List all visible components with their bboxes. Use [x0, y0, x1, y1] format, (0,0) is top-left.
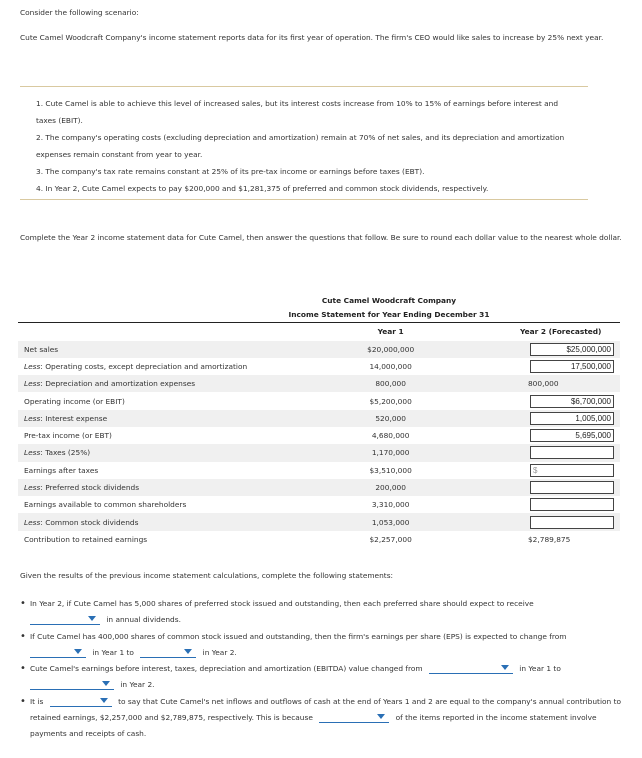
assumption-item: [36, 129, 566, 163]
year2-cell: [458, 358, 620, 375]
year1-value: 800,000: [323, 375, 458, 392]
year2-input[interactable]: [530, 516, 614, 529]
statement-text: Cute Camel's earnings before interest, taxes, depreciation and amortization (EBITDA) value changed from: [30, 664, 423, 674]
row-label: [18, 392, 323, 409]
statement-text: to say that Cute Camel's net inflows and outflows of cash at the end of Years 1 and 2 are equal to the company's annual contribution to retained earnings, $2,257,000 and $2,789,875, respectively. This is because: [30, 696, 621, 723]
year2-input[interactable]: [530, 446, 614, 459]
year2-cell: [458, 496, 620, 513]
table-row: [18, 531, 620, 548]
row-label-text: : Taxes (25%): [40, 448, 91, 458]
less-prefix: Less: [24, 517, 41, 527]
row-label: [18, 444, 323, 461]
year1-value: $3,510,000: [369, 465, 412, 475]
statement-eps: [20, 629, 630, 662]
row-label: [18, 479, 323, 496]
statement-preferred-dividend: [20, 596, 630, 629]
row-label: [18, 531, 323, 548]
table-row: [18, 513, 620, 530]
income-statement-table: [18, 322, 620, 548]
items-quantity-dropdown[interactable]: [319, 713, 389, 723]
row-label: [18, 496, 323, 513]
year2-cell: [458, 479, 620, 496]
intro-text: Consider the following scenario:: [20, 8, 139, 17]
assumption-item: [36, 180, 566, 197]
row-label-text: : Operating costs, except depreciation and amortization: [40, 361, 248, 371]
row-label: [18, 341, 323, 358]
row-label: [18, 375, 323, 392]
assumptions-box: [20, 86, 588, 200]
less-prefix: Less: [24, 483, 41, 493]
year2-cell: [458, 444, 620, 461]
statement-text: It is: [30, 696, 44, 706]
year2-input[interactable]: 1,005,000: [530, 412, 614, 425]
statement-cash-flow: [20, 694, 630, 743]
correctness-dropdown[interactable]: [50, 697, 112, 707]
year2-input[interactable]: 17,500,000: [530, 360, 614, 373]
year1-value: 3,310,000: [371, 500, 410, 510]
year1-value: $5,200,000: [369, 396, 412, 406]
row-label-text: : Interest expense: [40, 413, 108, 423]
table-row: [18, 496, 620, 513]
col-year2: Year 2 (Forecasted): [519, 327, 602, 337]
less-prefix: Less: [24, 379, 41, 389]
statement-ebitda: [20, 661, 630, 694]
year2-cell: [458, 341, 620, 358]
table-row: [18, 341, 620, 358]
year2-cell: [458, 462, 620, 479]
year1-value: 1,170,000: [323, 444, 458, 461]
year2-cell: [458, 375, 620, 392]
less-prefix: Less: [24, 448, 41, 458]
statements-list: [20, 596, 630, 743]
year1-value: $2,257,000: [369, 534, 412, 544]
statement-text: in Year 2.: [202, 647, 237, 657]
table-row: [18, 444, 620, 461]
row-label-text: Contribution to retained earnings: [24, 534, 148, 544]
statement-text: in Year 1 to: [519, 664, 561, 674]
year2-input[interactable]: $6,700,000: [530, 395, 614, 408]
dropdown-arrow-icon: [501, 665, 509, 670]
table-row: [18, 479, 620, 496]
year1-value: 1,053,000: [323, 513, 458, 530]
year2-input[interactable]: 5,695,000: [530, 429, 614, 442]
dropdown-arrow-icon: [74, 649, 82, 654]
statement-text: If Cute Camel has 400,000 shares of common stock issued and outstanding, then the firm's earnings per share (EPS) is expected to change from: [30, 631, 567, 641]
assumption-text: Cute Camel is able to achieve this level of increased sales, but its interest costs increase from 10% to 15% of earnings before interest and taxes (EBIT).: [36, 99, 559, 125]
table-row: [18, 410, 620, 427]
dropdown-arrow-icon: [377, 714, 385, 719]
statements-intro: Given the results of the previous income statement calculations, complete the following statements:: [20, 571, 394, 580]
table-row: [18, 392, 620, 409]
dropdown-arrow-icon: [88, 616, 96, 621]
year2-cell: [458, 427, 620, 444]
row-label: [18, 513, 323, 530]
row-label-text: Operating income (or EBIT): [24, 396, 125, 406]
year2-cell: [458, 410, 620, 427]
dropdown-arrow-icon: [102, 681, 110, 686]
row-label-text: : Common stock dividends: [40, 517, 139, 527]
year2-cell: [458, 531, 620, 548]
year2-cell: [458, 392, 620, 409]
assumption-text: The company's operating costs (excluding depreciation and amortization) remain at 70% of net sales, and its depreciation and amortization expenses remain constant from year to year.: [36, 133, 565, 159]
year1-value: $20,000,000: [323, 341, 458, 358]
scenario-text: Cute Camel Woodcraft Company's income statement reports data for its first year of operation. The firm's CEO would like sales to increase by 25% next year.: [20, 33, 604, 42]
year2-input[interactable]: [530, 498, 614, 511]
year1-value: 14,000,000: [369, 361, 412, 371]
table-row: [18, 358, 620, 375]
row-label: [18, 462, 323, 479]
statement-text: in Year 2.: [120, 680, 155, 690]
statement-title: Income Statement for Year Ending December 31: [288, 310, 490, 319]
assumption-text: The company's tax rate remains constant at 25% of its pre-tax income or earnings before taxes (EBT).: [45, 167, 425, 176]
row-label: [18, 358, 323, 375]
assumption-item: [36, 95, 566, 129]
assumption-text: In Year 2, Cute Camel expects to pay $200,000 and $1,281,375 of preferred and common stock dividends, respectively.: [45, 184, 489, 193]
year1-value: 520,000: [323, 410, 458, 427]
row-label: [18, 410, 323, 427]
preferred-dividend-dropdown[interactable]: [30, 615, 100, 625]
year1-value: 200,000: [323, 479, 458, 496]
year2-value: 800,000: [527, 379, 559, 389]
eps-year2-dropdown[interactable]: [140, 648, 196, 658]
table-row: [18, 427, 620, 444]
instructions-text: Complete the Year 2 income statement data for Cute Camel, then answer the questions that follow. Be sure to round each dollar value to the nearest whole dollar.: [20, 233, 622, 242]
year2-input[interactable]: [530, 481, 614, 494]
row-label-text: : Preferred stock dividends: [40, 483, 140, 493]
eps-year1-dropdown[interactable]: [30, 648, 86, 658]
row-label-text: Earnings available to common shareholders: [24, 500, 187, 510]
company-name: Cute Camel Woodcraft Company: [321, 296, 457, 305]
dropdown-arrow-icon: [184, 649, 192, 654]
statement-text: In Year 2, if Cute Camel has 5,000 shares of preferred stock issued and outstanding, then each preferred share should expect to receive: [30, 599, 534, 608]
less-prefix: Less: [24, 413, 41, 423]
table-row: [18, 462, 620, 479]
statement-text: in annual dividends.: [106, 615, 181, 625]
row-label: [18, 427, 323, 444]
ebitda-year2-dropdown[interactable]: [30, 680, 114, 690]
row-label-text: Earnings after taxes: [24, 465, 99, 475]
row-label-text: Pre-tax income (or EBT): [24, 431, 112, 441]
year2-input[interactable]: $25,000,000: [530, 343, 614, 356]
year2-input[interactable]: $: [530, 464, 614, 477]
row-label-text: Net sales: [24, 344, 59, 354]
statement-text: of the items reported in the income statement involve payments and receipts of cash.: [30, 713, 597, 739]
row-label-text: : Depreciation and amortization expenses: [40, 379, 196, 389]
year2-cell: [458, 513, 620, 530]
statement-text: in Year 1 to: [92, 647, 134, 657]
year2-value: $2,789,875: [527, 534, 571, 544]
dropdown-arrow-icon: [100, 698, 108, 703]
year1-value: 4,680,000: [371, 431, 410, 441]
col-year1: Year 1: [377, 327, 404, 337]
assumption-item: [36, 163, 566, 180]
less-prefix: Less: [24, 361, 41, 371]
table-row: [18, 375, 620, 392]
ebitda-year1-dropdown[interactable]: [429, 664, 513, 674]
